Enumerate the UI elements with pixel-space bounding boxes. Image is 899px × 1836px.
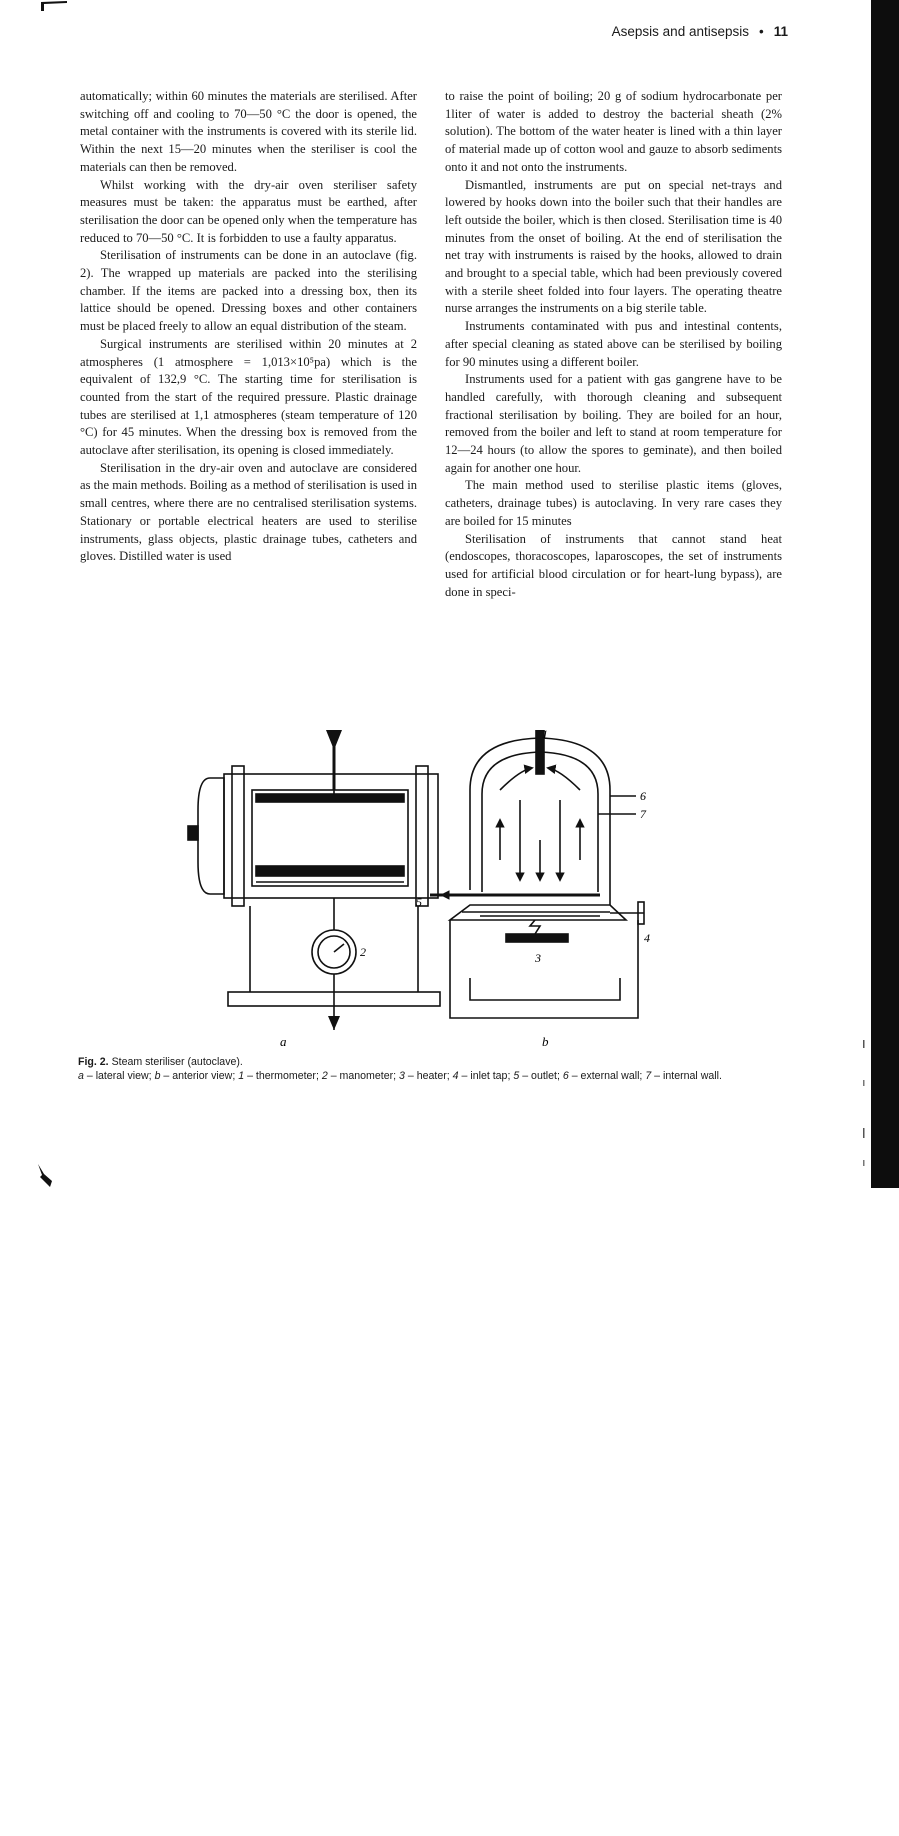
legend-key: 5 xyxy=(513,1070,520,1082)
anterior-view-drawing xyxy=(430,730,644,1018)
scan-bottom-mark xyxy=(36,1163,56,1189)
part-label-6: 6 xyxy=(640,789,646,803)
legend-text: heater; xyxy=(416,1070,450,1082)
paragraph: Dismantled, instruments are put on special net-trays and lowered by hooks down into the boiler such that their handles are left outside the boiler, which is then closed. Sterilisation time is 40 minutes from the onset of boiling. At the end of sterilisation the net tray with instruments is raised by the hooks, allowed to drain and brought to a special table, which had been previously covered with a sterile sheet folded into four layers. The operating theatre nurse arranges the instruments on a big sterile table. xyxy=(445,177,782,316)
lateral-view-drawing xyxy=(188,730,440,1030)
part-label-3: 3 xyxy=(535,951,541,965)
paragraph: Sterilisation of instruments can be done in an autoclave (fig. 2). The wrapped up materials are packed into the sterilising chamber. If the items are packed into a dressing box, then its lattice should be opened. Dressing boxes and other containers must be placed freely to allow an equal distribution of the steam. xyxy=(80,248,417,334)
legend-text: anterior view; xyxy=(172,1070,236,1082)
left-text-column xyxy=(80,88,417,566)
part-label-4: 4 xyxy=(644,931,650,945)
legend-key: 2 xyxy=(321,1070,328,1082)
legend-key: 3 xyxy=(399,1070,405,1082)
scan-edge-specks xyxy=(862,1040,866,1170)
paragraph: Instruments contaminated with pus and intestinal contents, after special cleaning as stated above can be sterilised by boiling for 90 minutes using a different boiler. xyxy=(445,319,782,369)
legend-key: 4 xyxy=(452,1070,459,1082)
legend-text: external wall; xyxy=(580,1070,643,1082)
caption-figure-label: Fig. 2. xyxy=(78,1056,109,1068)
paragraph: The main method used to sterilise plastic items (gloves, catheters, drainage tubes) is autoclaving. In very rare cases they are boiled for 15 minutes xyxy=(445,478,782,528)
legend-text: outlet; xyxy=(531,1070,560,1082)
figure-caption xyxy=(78,1055,788,1083)
legend-key: b xyxy=(154,1070,161,1082)
part-label-7: 7 xyxy=(640,807,646,821)
view-label-a: a xyxy=(280,1034,287,1049)
paragraph: Whilst working with the dry-air oven steriliser safety measures must be taken: the apparatus must be earthed, after sterilisation the door can be opened only when the temperature has reduced to 70—50 °C. It is forbidden to use a faulty apparatus. xyxy=(80,177,417,245)
part-label-5: 5 xyxy=(416,895,422,909)
caption-title: Steam steriliser (autoclave). xyxy=(111,1056,243,1068)
paragraph: Sterilisation in the dry-air oven and autoclave are considered as the main methods. Boiling as a method of sterilisation is used in small centres, where there are no centralised sterilisation systems. Stationary or portable electrical heaters are used to sterilise instruments, glass objects, plastic drainage tubes, catheters and gloves. Distilled water is used xyxy=(80,460,417,564)
autoclave-diagram xyxy=(180,730,720,1050)
paragraph: to raise the point of boiling; 20 g of sodium hydrocarbonate per 1liter of water is added to destroy the bacterial sheath (2% solution). The bottom of the water heater is lined with a thin layer of material made up of cotton wool and gauze to absorb sediments onto it and not onto the instruments. xyxy=(445,89,782,174)
paragraph: Sterilisation of instruments that cannot stand heat (endoscopes, thoracoscopes, laparoscopes, the set of instruments used for artificial blood circulation or for heart-lung bypass), are done in speci- xyxy=(445,531,782,599)
autoclave-figure xyxy=(180,730,720,1050)
running-head-section: Asepsis and antisepsis xyxy=(611,24,749,39)
legend-text: thermometer; xyxy=(255,1070,319,1082)
running-head xyxy=(520,24,788,44)
scan-page-edge xyxy=(871,0,899,1188)
part-label-2: 2 xyxy=(360,945,366,959)
part-label-1: 1 xyxy=(542,730,548,741)
right-text-column xyxy=(445,88,782,601)
scan-corner-mark xyxy=(40,0,68,12)
caption-legend: a – lateral view; b – anterior view; 1 – thermometer; 2 – manometer; 3 – heater; 4 – inlet tap; 5 – outlet; 6 – external wall; 7 – internal wall. xyxy=(78,1070,722,1082)
page-number: 11 xyxy=(773,24,788,39)
legend-key: 6 xyxy=(562,1070,569,1082)
legend-text: inlet tap; xyxy=(470,1070,511,1082)
legend-key: 1 xyxy=(238,1070,245,1082)
legend-text: manometer; xyxy=(339,1070,397,1082)
legend-key: 7 xyxy=(645,1070,652,1082)
view-label-b: b xyxy=(542,1034,549,1049)
running-head-bullet: • xyxy=(758,24,764,39)
legend-text: internal wall. xyxy=(663,1070,722,1082)
paragraph: automatically; within 60 minutes the materials are sterilised. After switching off and cooling to 70—50 °C the door is opened, the metal container with the instruments is covered with its sterile lid. Within the next 15—20 minutes when the steriliser is cool the materials can then be removed. xyxy=(80,89,417,174)
paragraph: Surgical instruments are sterilised within 20 minutes at 2 atmospheres (1 atmosphere = 1,013×10⁵pa) which is the equivalent of 132,9 °C. The starting time for sterilisation is counted from the start of the required pressure. Plastic drainage tubes are sterilised at 1,1 atmospheres (steam temperature of 120 °C) for 45 minutes. When the dressing box is removed from the autoclave after sterilisation, its opening is closed immediately. xyxy=(80,336,417,458)
caption-title-line xyxy=(78,1055,788,1069)
legend-key: a xyxy=(78,1070,84,1082)
paragraph: Instruments used for a patient with gas gangrene have to be handled carefully, with thorough cleaning and subsequent fractional sterilisation by boiling. They are boiled for an hour, removed from the boiler and left to stand at room temperature for 12—24 hours (to allow the spores to geminate), and then boiled again for another one hour. xyxy=(445,372,782,475)
legend-text: lateral view; xyxy=(95,1070,152,1082)
